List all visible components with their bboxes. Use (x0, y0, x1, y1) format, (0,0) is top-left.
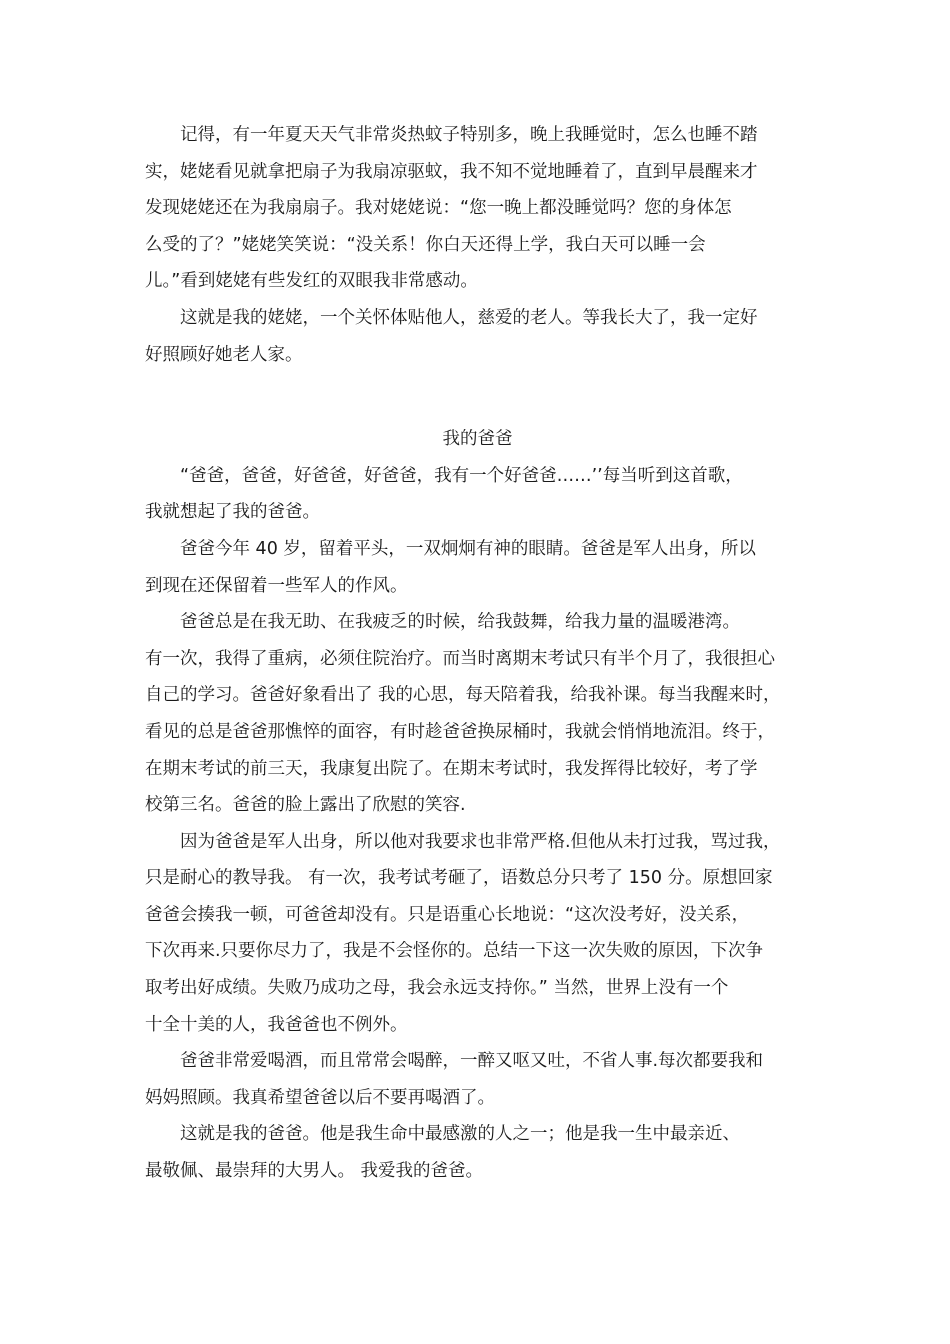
section-spacer (145, 373, 810, 421)
text-line: 有一次，我得了重病，必须住院治疗。而当时离期末考试只有半个月了，我很担心 (145, 648, 775, 669)
paragraph-dad-conclusion (145, 1116, 810, 1189)
text-line: 实，姥姥看见就拿把扇子为我扇凉驱蚊，我不知不觉地睡着了，直到早晨醒来才 (145, 161, 758, 182)
text-line: 自己的学习。爸爸好象看出了 我的心思，每天陪着我，给我补课。每当我醒来时， (145, 685, 781, 706)
text-line: 爸爸会揍我一顿，可爸爸却没有。只是语重心长地说：“这次没考好，没关系， (145, 904, 750, 925)
text-line: 校第三名。爸爸的脸上露出了欣慰的笑容. (145, 795, 466, 816)
text-line: 取考出好成绩。失败乃成功之母，我会永远支持你。” 当然，世界上没有一个 (145, 978, 729, 999)
text-line: 在期末考试的前三天，我康复出院了。在期末考试时，我发挥得比较好，考了学 (145, 758, 758, 779)
section-title: 我的爸爸 (442, 429, 513, 450)
text-line: 我就想起了我的爸爸。 (145, 502, 320, 523)
paragraph-dad-drinking (145, 1043, 810, 1116)
text-line: 只是耐心的教导我。 有一次，我考试考砸了，语数总分只考了 150 分。原想回家 (145, 868, 773, 889)
paragraph-grandma-story (145, 117, 810, 300)
text-line: 因为爸爸是军人出身，所以他对我要求也非常严格.但他从未打过我，骂过我， (180, 831, 781, 852)
text-line: “爸爸，爸爸，好爸爸，好爸爸，我有一个好爸爸……’’每当听到这首歌， (180, 465, 743, 486)
text-line: 到现在还保留着一些军人的作风。 (145, 575, 408, 596)
text-line: 爸爸非常爱喝酒，而且常常会喝醉，一醉又呕又吐，不省人事.每次都要我和 (180, 1051, 764, 1072)
paragraph-grandma-conclusion (145, 300, 810, 373)
text-line: 看见的总是爸爸那憔悴的面容，有时趁爸爸换尿桶时，我就会悄悄地流泪。终于， (145, 721, 775, 742)
grandma-section (145, 117, 810, 373)
paragraph-dad-song (145, 458, 810, 531)
text-line: 下次再来.只要你尽力了，我是不会怪你的。总结一下这一次失败的原因，下次争 (145, 941, 764, 962)
paragraph-dad-strict (145, 824, 810, 1044)
text-line: 么受的了？”姥姥笑笑说：“没关系！你白天还得上学，我白天可以睡一会 (145, 234, 706, 255)
text-line: 好照顾好她老人家。 (145, 344, 303, 365)
text-line: 妈妈照顾。我真希望爸爸以后不要再喝酒了。 (145, 1087, 495, 1108)
text-line: 爸爸总是在我无助、在我疲乏的时候，给我鼓舞，给我力量的温暖港湾。 (180, 612, 740, 633)
document-body (145, 117, 810, 1190)
text-line: 儿。”看到姥姥有些发红的双眼我非常感动。 (145, 271, 478, 292)
paragraph-dad-hospital (145, 604, 810, 824)
paragraph-dad-appearance (145, 531, 810, 604)
dad-section (145, 421, 810, 1189)
text-line: 十全十美的人，我爸爸也不例外。 (145, 1014, 408, 1035)
text-line: 这就是我的爸爸。他是我生命中最感激的人之一；他是我一生中最亲近、 (180, 1124, 740, 1145)
text-line: 发现姥姥还在为我扇扇子。我对姥姥说：“您一晚上都没睡觉吗？您的身体怎 (145, 198, 732, 219)
text-line: 这就是我的姥姥，一个关怀体贴他人，慈爱的老人。等我长大了，我一定好 (180, 307, 758, 328)
text-line: 爸爸今年 40 岁，留着平头，一双炯炯有神的眼睛。爸爸是军人出身，所以 (180, 538, 756, 559)
text-line: 记得，有一年夏天天气非常炎热蚊子特别多，晚上我睡觉时，怎么也睡不踏 (180, 125, 758, 145)
text-line: 最敬佩、最崇拜的大男人。 我爱我的爸爸。 (145, 1161, 484, 1182)
